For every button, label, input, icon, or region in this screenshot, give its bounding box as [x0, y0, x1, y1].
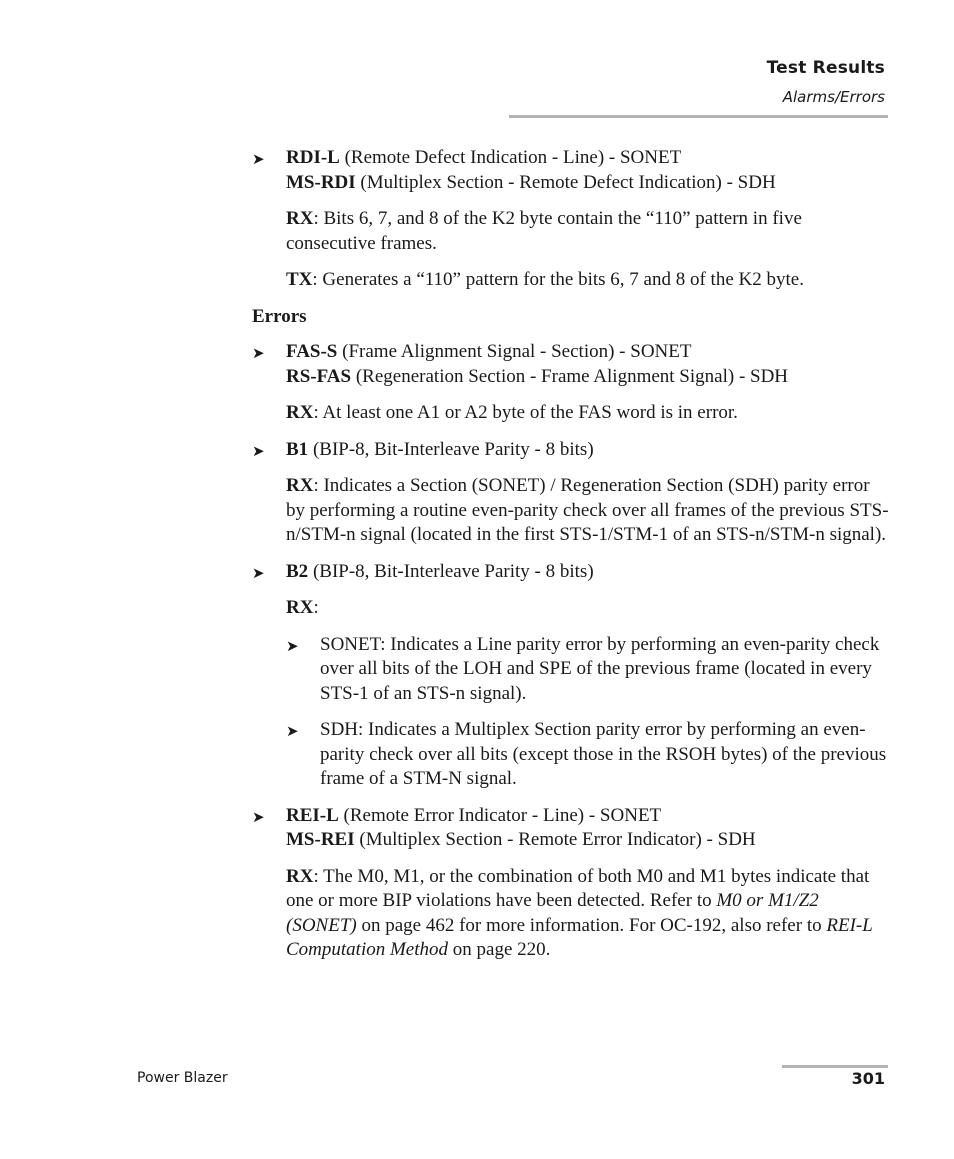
bullet-arrow-icon: ➤: [252, 563, 265, 582]
rx-paragraph: [286, 474, 892, 548]
page-content: [252, 146, 892, 975]
term-desc: (Remote Defect Indication - Line) - SONET: [339, 147, 682, 168]
item-title: [286, 340, 892, 389]
list-item-rei: [252, 804, 892, 963]
term: MS-REI: [286, 829, 355, 850]
term: RDI-L: [286, 147, 340, 168]
header-subtitle: Alarms/Errors: [782, 88, 885, 106]
cross-reference-link[interactable]: M0 or M1/Z2 (SONET): [286, 890, 819, 936]
item-title: [286, 438, 892, 463]
rx-paragraph: [286, 401, 892, 426]
bullet-arrow-icon: ➤: [252, 344, 265, 362]
rx-label: RX: [286, 475, 314, 496]
term-desc: (Frame Alignment Signal - Section) - SONET: [337, 341, 692, 362]
term: RS-FAS: [286, 365, 352, 387]
footer-product-name: Power Blazer: [137, 1070, 228, 1086]
footer-rule: [782, 1065, 888, 1068]
bullet-arrow-icon: ➤: [286, 636, 299, 655]
term-desc: (BIP-8, Bit-Interleave Parity - 8 bits): [308, 560, 594, 582]
term-desc: (Regeneration Section - Frame Alignment Signal) - SDH: [351, 365, 789, 387]
cross-reference-link[interactable]: REI-L Computation Method: [286, 914, 873, 960]
list-item-rdi: [252, 146, 892, 293]
rx-paragraph: [286, 865, 892, 963]
item-title: [286, 146, 892, 195]
item-title: [286, 560, 892, 585]
header-title: Test Results: [766, 58, 885, 78]
term: MS-RDI: [286, 171, 356, 193]
rx-label: RX: [286, 402, 314, 423]
term: REI-L: [286, 804, 339, 826]
term: B1: [286, 438, 309, 460]
rx-text: on page 220.: [448, 939, 551, 960]
header-rule: [509, 115, 888, 118]
rx-text: on page 462 for more information. For OC-192, also refer to: [356, 914, 827, 936]
term: FAS-S: [286, 341, 338, 362]
rx-paragraph: [286, 596, 892, 621]
rx-text: : At least one A1 or A2 byte of the FAS word is in error.: [313, 402, 738, 423]
tx-paragraph: [286, 268, 892, 293]
term-desc: (Multiplex Section - Remote Error Indicator) - SDH: [354, 829, 756, 850]
tx-text: : Generates a “110” pattern for the bits 6, 7 and 8 of the K2 byte.: [312, 269, 804, 290]
list-item-fas: [252, 340, 892, 426]
sub-list-item-sdh: [286, 718, 892, 792]
sub-item-text: SDH: Indicates a Multiplex Section parity error by performing an even-parity check over all bits (except those in the RSOH bytes) of the previous frame of a STM-N signal.: [320, 719, 887, 789]
page-number: 301: [851, 1069, 885, 1088]
rx-text: :: [313, 597, 319, 618]
bullet-arrow-icon: ➤: [252, 441, 265, 460]
term-desc: (Remote Error Indicator - Line) - SONET: [338, 804, 662, 826]
rx-paragraph: [286, 207, 892, 256]
rx-label: RX: [286, 865, 314, 887]
bullet-arrow-icon: ➤: [252, 150, 265, 168]
bullet-arrow-icon: ➤: [252, 807, 265, 826]
term-desc: (BIP-8, Bit-Interleave Parity - 8 bits): [308, 438, 594, 460]
term-desc: (Multiplex Section - Remote Defect Indication) - SDH: [355, 171, 776, 193]
section-heading-errors: Errors: [252, 305, 307, 327]
rx-label: RX: [286, 597, 314, 618]
item-title: [286, 804, 892, 853]
list-item-b1: [252, 438, 892, 548]
term: B2: [286, 560, 309, 582]
sub-item-text: SONET: Indicates a Line parity error by performing an even-parity check over all bits of the LOH and SPE of the previous frame (located in every STS-1 of an STS-n signal).: [320, 633, 880, 704]
rx-label: RX: [286, 208, 314, 229]
rx-text: : Bits 6, 7, and 8 of the K2 byte contain the “110” pattern in five consecutive frames.: [286, 208, 802, 254]
list-item-b2: [252, 560, 892, 792]
rx-text: : Indicates a Section (SONET) / Regeneration Section (SDH) parity error by performing a routine even-parity check over all frames of the previous STS-n/STM-n signal (located in the first STS-1/STM-1 of an STS-n/STM-n signal).: [286, 475, 889, 545]
tx-label: TX: [286, 269, 313, 290]
bullet-arrow-icon: ➤: [286, 722, 299, 740]
sub-list-item-sonet: [286, 633, 892, 707]
rx-text: : The M0, M1, or the combination of both M0 and M1 bytes indicate that one or more BIP violations have been detected. Refer to: [286, 865, 870, 911]
